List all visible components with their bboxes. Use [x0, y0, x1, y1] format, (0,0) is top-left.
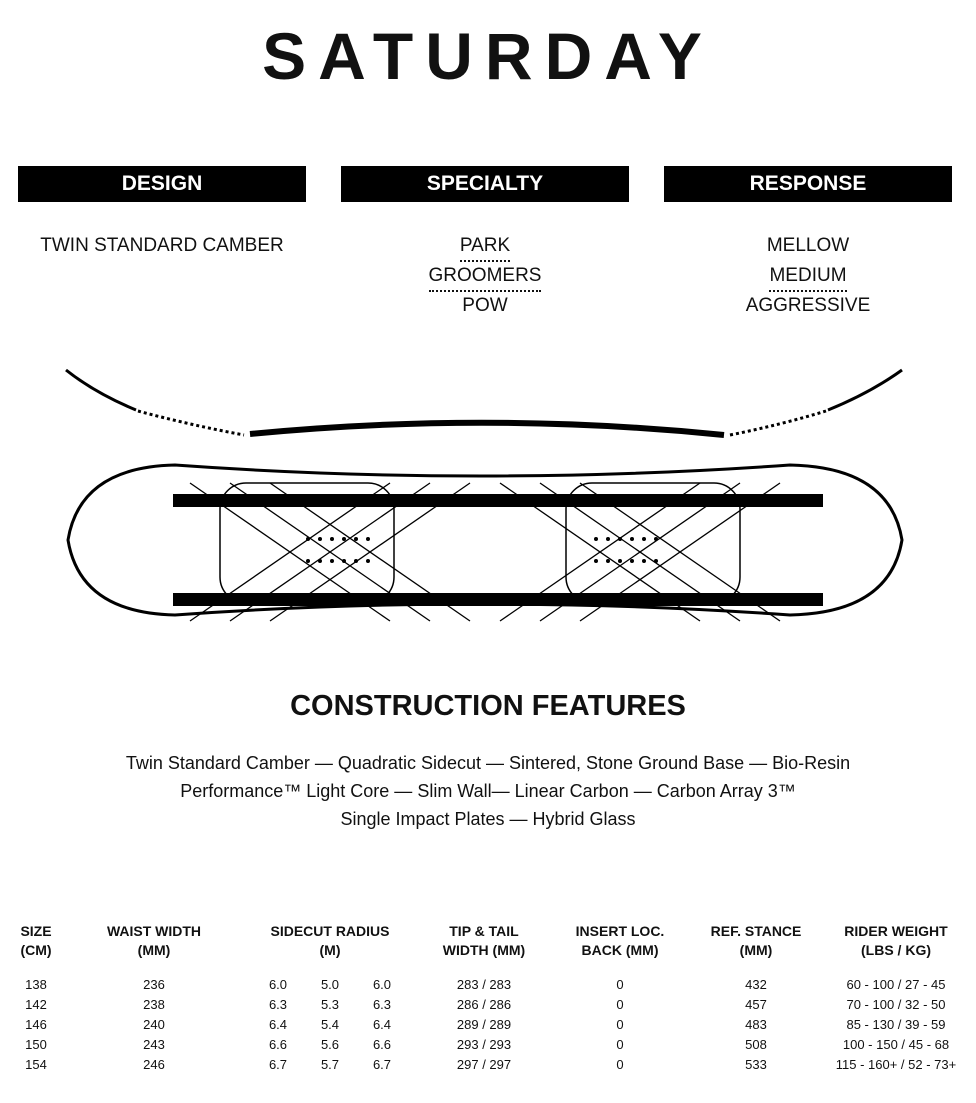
cell-insert: 0	[616, 1036, 624, 1052]
cell-sidecut: 6.6 5.6 6.6	[268, 1036, 392, 1052]
cell-stance: 432	[745, 976, 767, 992]
cell-weight: 85 - 130 / 39 - 59	[846, 1016, 946, 1032]
cell-weight: 100 - 150 / 45 - 68	[842, 1036, 950, 1052]
cell-size: 154	[25, 1056, 47, 1072]
cell-tip-tail: 283 / 283	[456, 976, 512, 992]
specialty-value-pow: POW	[462, 295, 508, 316]
cell-insert: 0	[616, 976, 624, 992]
cell-size: 150	[25, 1036, 47, 1052]
specialty-header: SPECIALTY	[341, 166, 629, 202]
header-ref-stance: REF. STANCE (MM)	[710, 923, 802, 958]
cell-weight: 115 - 160+ / 52 - 73+	[835, 1056, 957, 1072]
table-row	[6, 1014, 970, 1034]
table-row	[6, 1054, 970, 1074]
linear-carbon-top	[173, 494, 823, 507]
snowboard-diagram	[0, 355, 976, 645]
cell-stance: 533	[745, 1056, 767, 1072]
cell-sidecut: 6.0 5.0 6.0	[268, 976, 392, 992]
cell-stance: 508	[745, 1036, 767, 1052]
construction-line-3: Single Impact Plates — Hybrid Glass	[340, 809, 636, 829]
cell-waist: 246	[143, 1056, 165, 1072]
construction-line-2: Performance™ Light Core — Slim Wall— Linear Carbon — Carbon Array 3™	[180, 781, 796, 801]
spec-header-row	[6, 922, 970, 974]
construction-text	[60, 749, 916, 833]
header-waist-width: WAIST WIDTH (MM)	[106, 923, 202, 958]
cell-tip-tail: 286 / 286	[456, 996, 512, 1012]
response-value-mellow: MELLOW	[766, 235, 850, 256]
cell-sidecut: 6.7 5.7 6.7	[268, 1056, 392, 1072]
specialty-value-park: PARK	[460, 233, 510, 262]
cell-weight: 70 - 100 / 32 - 50	[846, 996, 946, 1012]
header-rider-weight: RIDER WEIGHT (LBS / KG)	[844, 923, 948, 958]
design-value: TWIN STANDARD CAMBER	[40, 235, 284, 256]
response-header: RESPONSE	[664, 166, 952, 202]
board-title: SATURDAY	[262, 19, 714, 93]
header-sidecut-radius: SIDECUT RADIUS (M)	[270, 923, 390, 958]
cell-tip-tail: 297 / 297	[456, 1056, 512, 1072]
response-value-medium: MEDIUM	[769, 263, 846, 292]
cell-insert: 0	[616, 996, 624, 1012]
header-tip-tail: TIP & TAIL WIDTH (MM)	[442, 923, 526, 958]
cell-size: 138	[25, 976, 47, 992]
table-row	[6, 994, 970, 1014]
cell-waist: 236	[143, 976, 165, 992]
cell-stance: 457	[745, 996, 767, 1012]
header-size: SIZE (CM)	[20, 923, 52, 958]
cell-waist: 240	[143, 1016, 165, 1032]
specialty-values	[341, 233, 629, 323]
camber-profile	[66, 370, 902, 435]
cell-insert: 0	[616, 1056, 624, 1072]
table-row	[6, 1034, 970, 1054]
cell-waist: 238	[143, 996, 165, 1012]
specialty-value-groomers: GROOMERS	[429, 263, 542, 292]
design-header: DESIGN	[18, 166, 306, 202]
cell-waist: 243	[143, 1036, 165, 1052]
cell-tip-tail: 289 / 289	[456, 1016, 512, 1032]
construction-line-1: Twin Standard Camber — Quadratic Sidecut — Sintered, Stone Ground Base — Bio-Resin	[125, 753, 851, 773]
response-value-aggressive: AGGRESSIVE	[745, 295, 871, 316]
table-row	[6, 974, 970, 994]
cell-weight: 60 - 100 / 27 - 45	[846, 976, 946, 992]
design-values	[18, 233, 306, 263]
cell-sidecut: 6.4 5.4 6.4	[268, 1016, 392, 1032]
cell-sidecut: 6.3 5.3 6.3	[268, 996, 392, 1012]
response-values	[664, 233, 952, 323]
cell-stance: 483	[745, 1016, 767, 1032]
cell-size: 146	[25, 1016, 47, 1032]
construction-title: CONSTRUCTION FEATURES	[290, 690, 686, 722]
header-insert-loc: INSERT LOC. BACK (MM)	[575, 923, 665, 958]
cell-tip-tail: 293 / 293	[456, 1036, 512, 1052]
linear-carbon-bottom	[173, 593, 823, 606]
cell-size: 142	[25, 996, 47, 1012]
board-outline	[68, 465, 902, 615]
spec-table	[6, 922, 970, 1074]
cell-insert: 0	[616, 1016, 624, 1032]
